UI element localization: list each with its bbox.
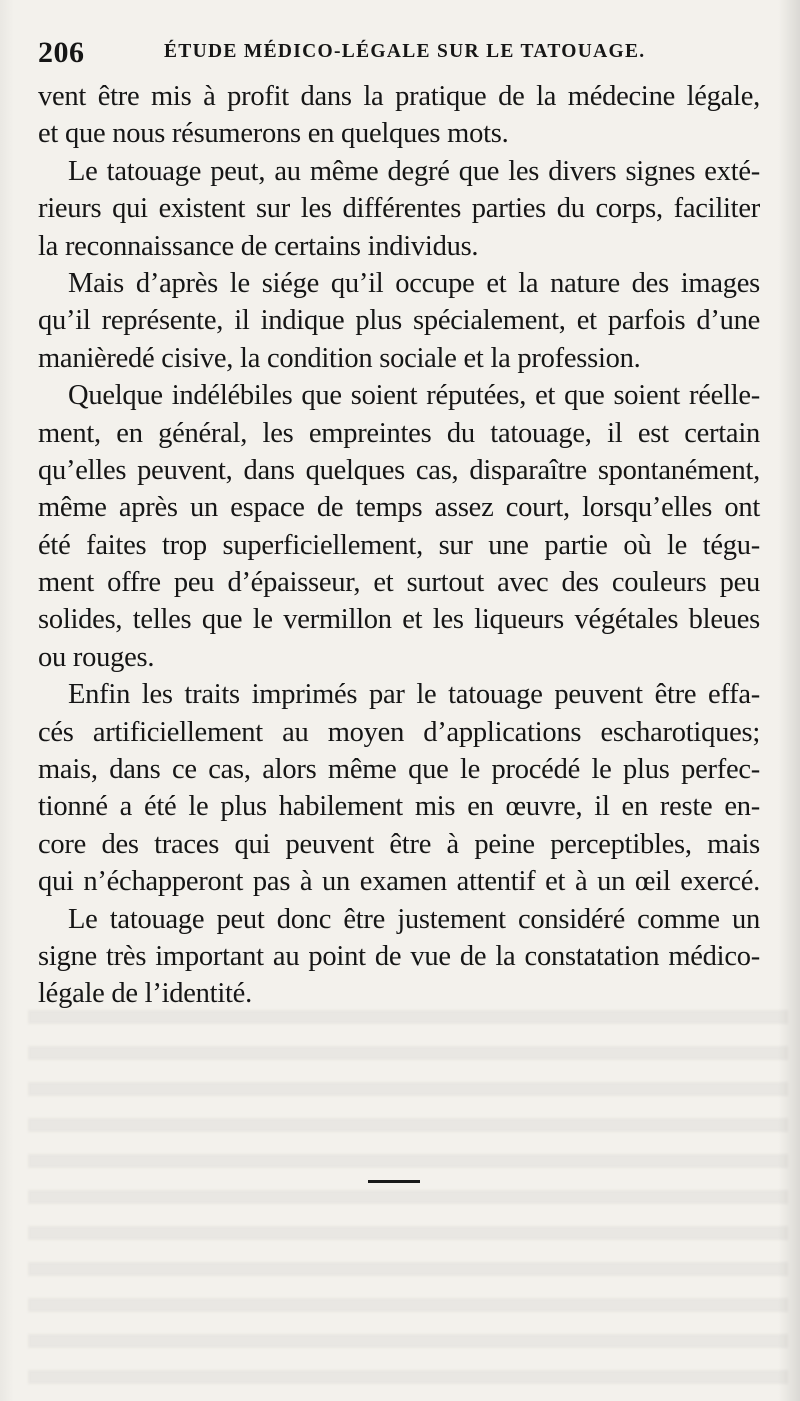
text-line: légale de l’identité. xyxy=(38,978,252,1010)
text-line: ment offre peu d’épaisseur, et surtout avec des couleurs peu xyxy=(38,567,760,599)
text-line: Enfin les traits imprimés par le tatouage peuvent être effa- xyxy=(68,679,760,711)
text-line: été faites trop superficiellement, sur une partie où le tégu- xyxy=(38,529,760,561)
text-line: qu’elles peuvent, dans quelques cas, disparaître spontanément, xyxy=(38,454,760,486)
running-head: ÉTUDE MÉDICO-LÉGALE SUR LE TATOUAGE. xyxy=(164,41,646,62)
text-line: ou rouges. xyxy=(38,641,155,673)
text-line: la reconnaissance de certains individus. xyxy=(38,230,479,262)
text-line: cés artificiellement au moyen d’applications escharotiques; xyxy=(38,716,760,748)
page-header xyxy=(38,36,760,72)
text-line: rieurs qui existent sur les différentes parties du corps, faciliter xyxy=(38,193,760,225)
text-line: Le tatouage peut, au même degré que les divers signes exté- xyxy=(68,155,760,187)
text-line: Mais d’après le siége qu’il occupe et la nature des images xyxy=(68,267,760,299)
section-end-rule xyxy=(368,1180,420,1183)
text-line: qu’il représente, il indique plus spécialement, et parfois d’une xyxy=(38,305,760,337)
text-line: Quelque indélébiles que soient réputées, et que soient réelle- xyxy=(68,380,760,412)
show-through-bleed xyxy=(28,1010,788,1390)
text-line: même après un espace de temps assez court, lorsqu’elles ont xyxy=(38,492,760,524)
text-line: solides, telles que le vermillon et les liqueurs végétales bleues xyxy=(38,604,760,636)
text-line: qui n’échapperont pas à un examen attentif et à un œil exercé. xyxy=(38,866,760,898)
text-line: manièredé cisive, la condition sociale et la profession. xyxy=(38,342,641,374)
text-line: mais, dans ce cas, alors même que le procédé le plus perfec- xyxy=(38,754,760,786)
text-line: vent être mis à profit dans la pratique de la médecine légale, xyxy=(38,81,760,112)
text-line: Le tatouage peut donc être justement considéré comme un xyxy=(68,903,760,935)
text-line: core des traces qui peuvent être à peine perceptibles, mais xyxy=(38,828,760,860)
body-text xyxy=(38,78,760,1013)
text-line: ment, en général, les empreintes du tatouage, il est certain xyxy=(38,417,760,449)
text-line: signe très important au point de vue de la constatation médico- xyxy=(38,940,760,972)
text-line: et que nous résumerons en quelques mots. xyxy=(38,118,509,150)
page-number: 206 xyxy=(38,36,85,69)
text-line: tionné a été le plus habilement mis en œuvre, il en reste en- xyxy=(38,791,760,823)
